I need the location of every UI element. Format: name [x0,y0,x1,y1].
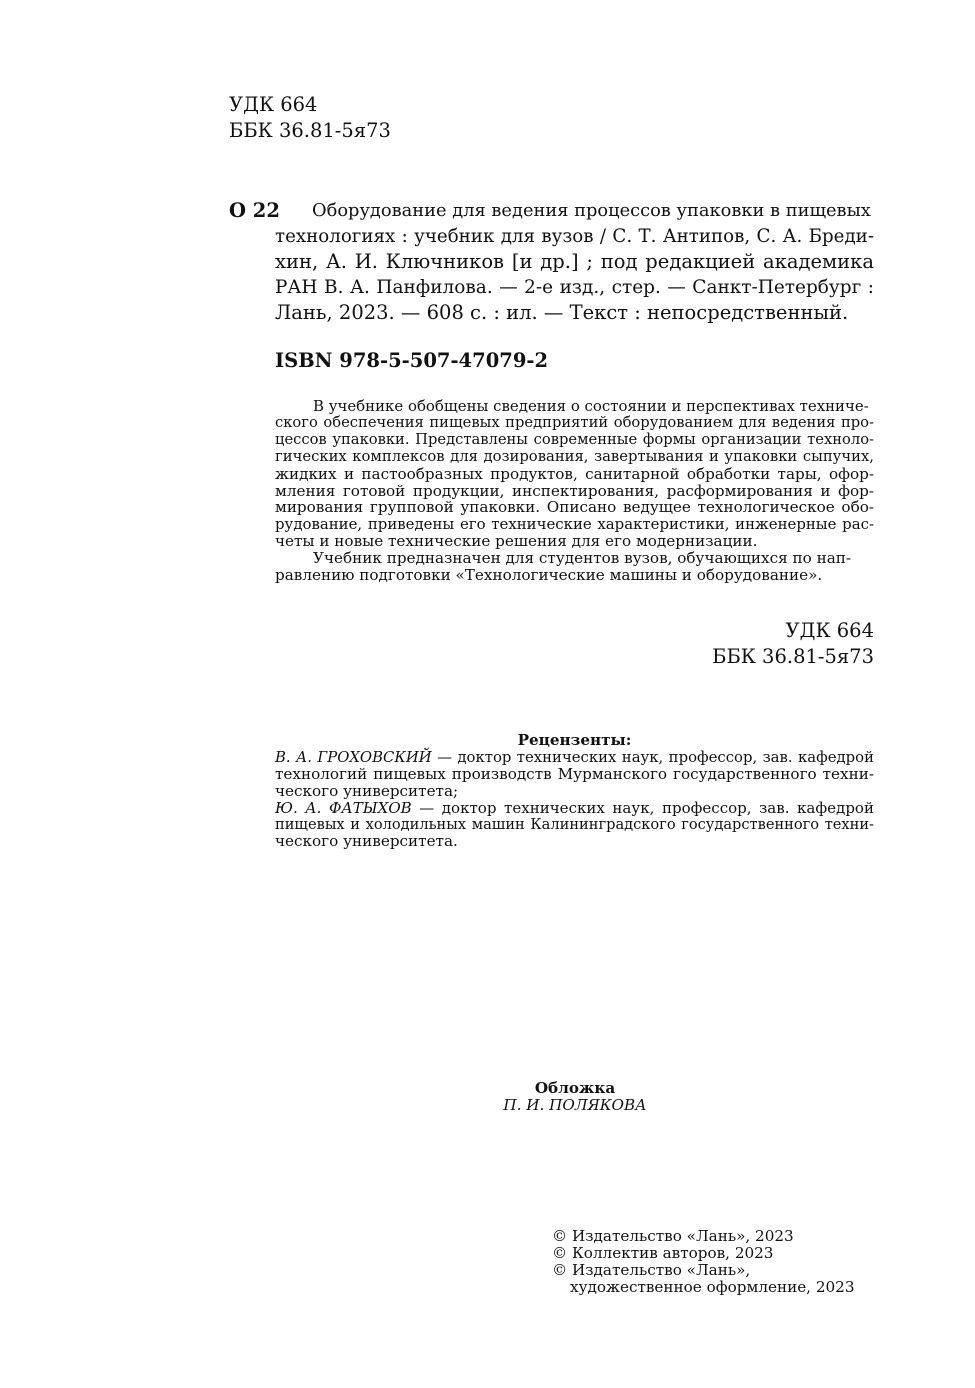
reviewers-heading: Рецензенты: [517,731,632,749]
annotation-line: цессов упаковки. Представлены современные формы организации техноло- [275,430,874,448]
annotation-line: жидких и пастообразных продуктов, санитарной обработки тары, офор- [275,464,874,483]
copyright-line: © Издательство «Лань», [552,1260,751,1279]
reviewer-1-affiliation-end: ческого университета; [275,781,459,800]
annotation-line: равлению подготовки «Технологические машины и оборудование». [275,566,823,585]
copyright-block [552,1228,855,1296]
description-line: технологиях : учебник для вузов / С. Т. Антипов, С. А. Бреди- [275,225,874,247]
annotation-line: мления готовой продукции, инспектирования, расформирования и фор- [275,481,874,500]
annotation-line: В учебнике обобщены сведения о состоянии и перспективах техниче- [313,397,869,415]
cover-label: Обложка [534,1079,616,1097]
description-line: Лань, 2023. — 608 с. : ил. — Текст : непосредственный. [275,301,849,324]
footer-udk: УДК 664 [785,619,874,642]
reviewer-1-line [275,749,874,766]
annotation-line: мирования групповой упаковки. Описано ведущее технологическое обо- [275,498,874,517]
description-line: РАН В. А. Панфилова. — 2-е изд., стер. — Санкт-Петербург : [275,276,874,298]
reviewer-2-name: Ю. А. ФАТЫХОВ [275,798,412,817]
copyright-line: художественное оформление, 2023 [570,1277,855,1296]
reviewer-2-affiliation-end: ческого университета. [275,832,458,851]
reviewer-1-name: В. А. ГРОХОВСКИЙ [275,747,432,766]
description-line: Оборудование для ведения процессов упаковки в пищевых [312,200,871,221]
annotation-line: Учебник предназначен для студентов вузов, обучающихся по нап- [313,549,852,568]
header-bbk: ББК 36.81-5я73 [229,118,391,142]
reviewer-2-line [275,800,874,817]
reviewer-2-affiliation: пищевых и холодильных машин Калининградского государственного техни- [275,815,874,833]
isbn: ISBN 978-5-507-47079-2 [275,349,549,372]
copyright-line: © Издательство «Лань», 2023 [552,1227,794,1245]
header-index [229,92,391,143]
reviewer-1-title: — доктор технических наук, профессор, зав. кафедрой [437,747,875,766]
annotation-line: рудование, приведены его технические характеристики, инженерные рас- [275,515,874,534]
bibliographic-description [275,198,874,326]
reviewer-2-title: — доктор технических наук, профессор, зав. кафедрой [419,798,875,817]
author-mark: О 22 [229,199,280,222]
annotation [275,398,874,584]
annotation-line: четы и новые технические решения для его модернизации. [275,532,758,551]
cover-credit [375,1080,775,1114]
reviewers [275,732,874,850]
footer-index [600,618,874,669]
copyright-line: © Коллектив авторов, 2023 [552,1243,774,1262]
reviewer-1-affiliation: технологий пищевых производств Мурманского государственного техни- [275,764,874,783]
annotation-line: ского обеспечения пищевых предприятий оборудованием для ведения про- [275,413,874,431]
annotation-line: гических комплексов для дозирования, завертывания и упаковки сыпучих, [275,447,874,465]
header-udk: УДК 664 [229,93,318,116]
footer-bbk: ББК 36.81-5я73 [712,644,874,668]
cover-designer: П. И. ПОЛЯКОВА [503,1095,647,1114]
description-line: хин, А. И. Ключников [и др.] ; под редакцией академика [275,250,874,273]
